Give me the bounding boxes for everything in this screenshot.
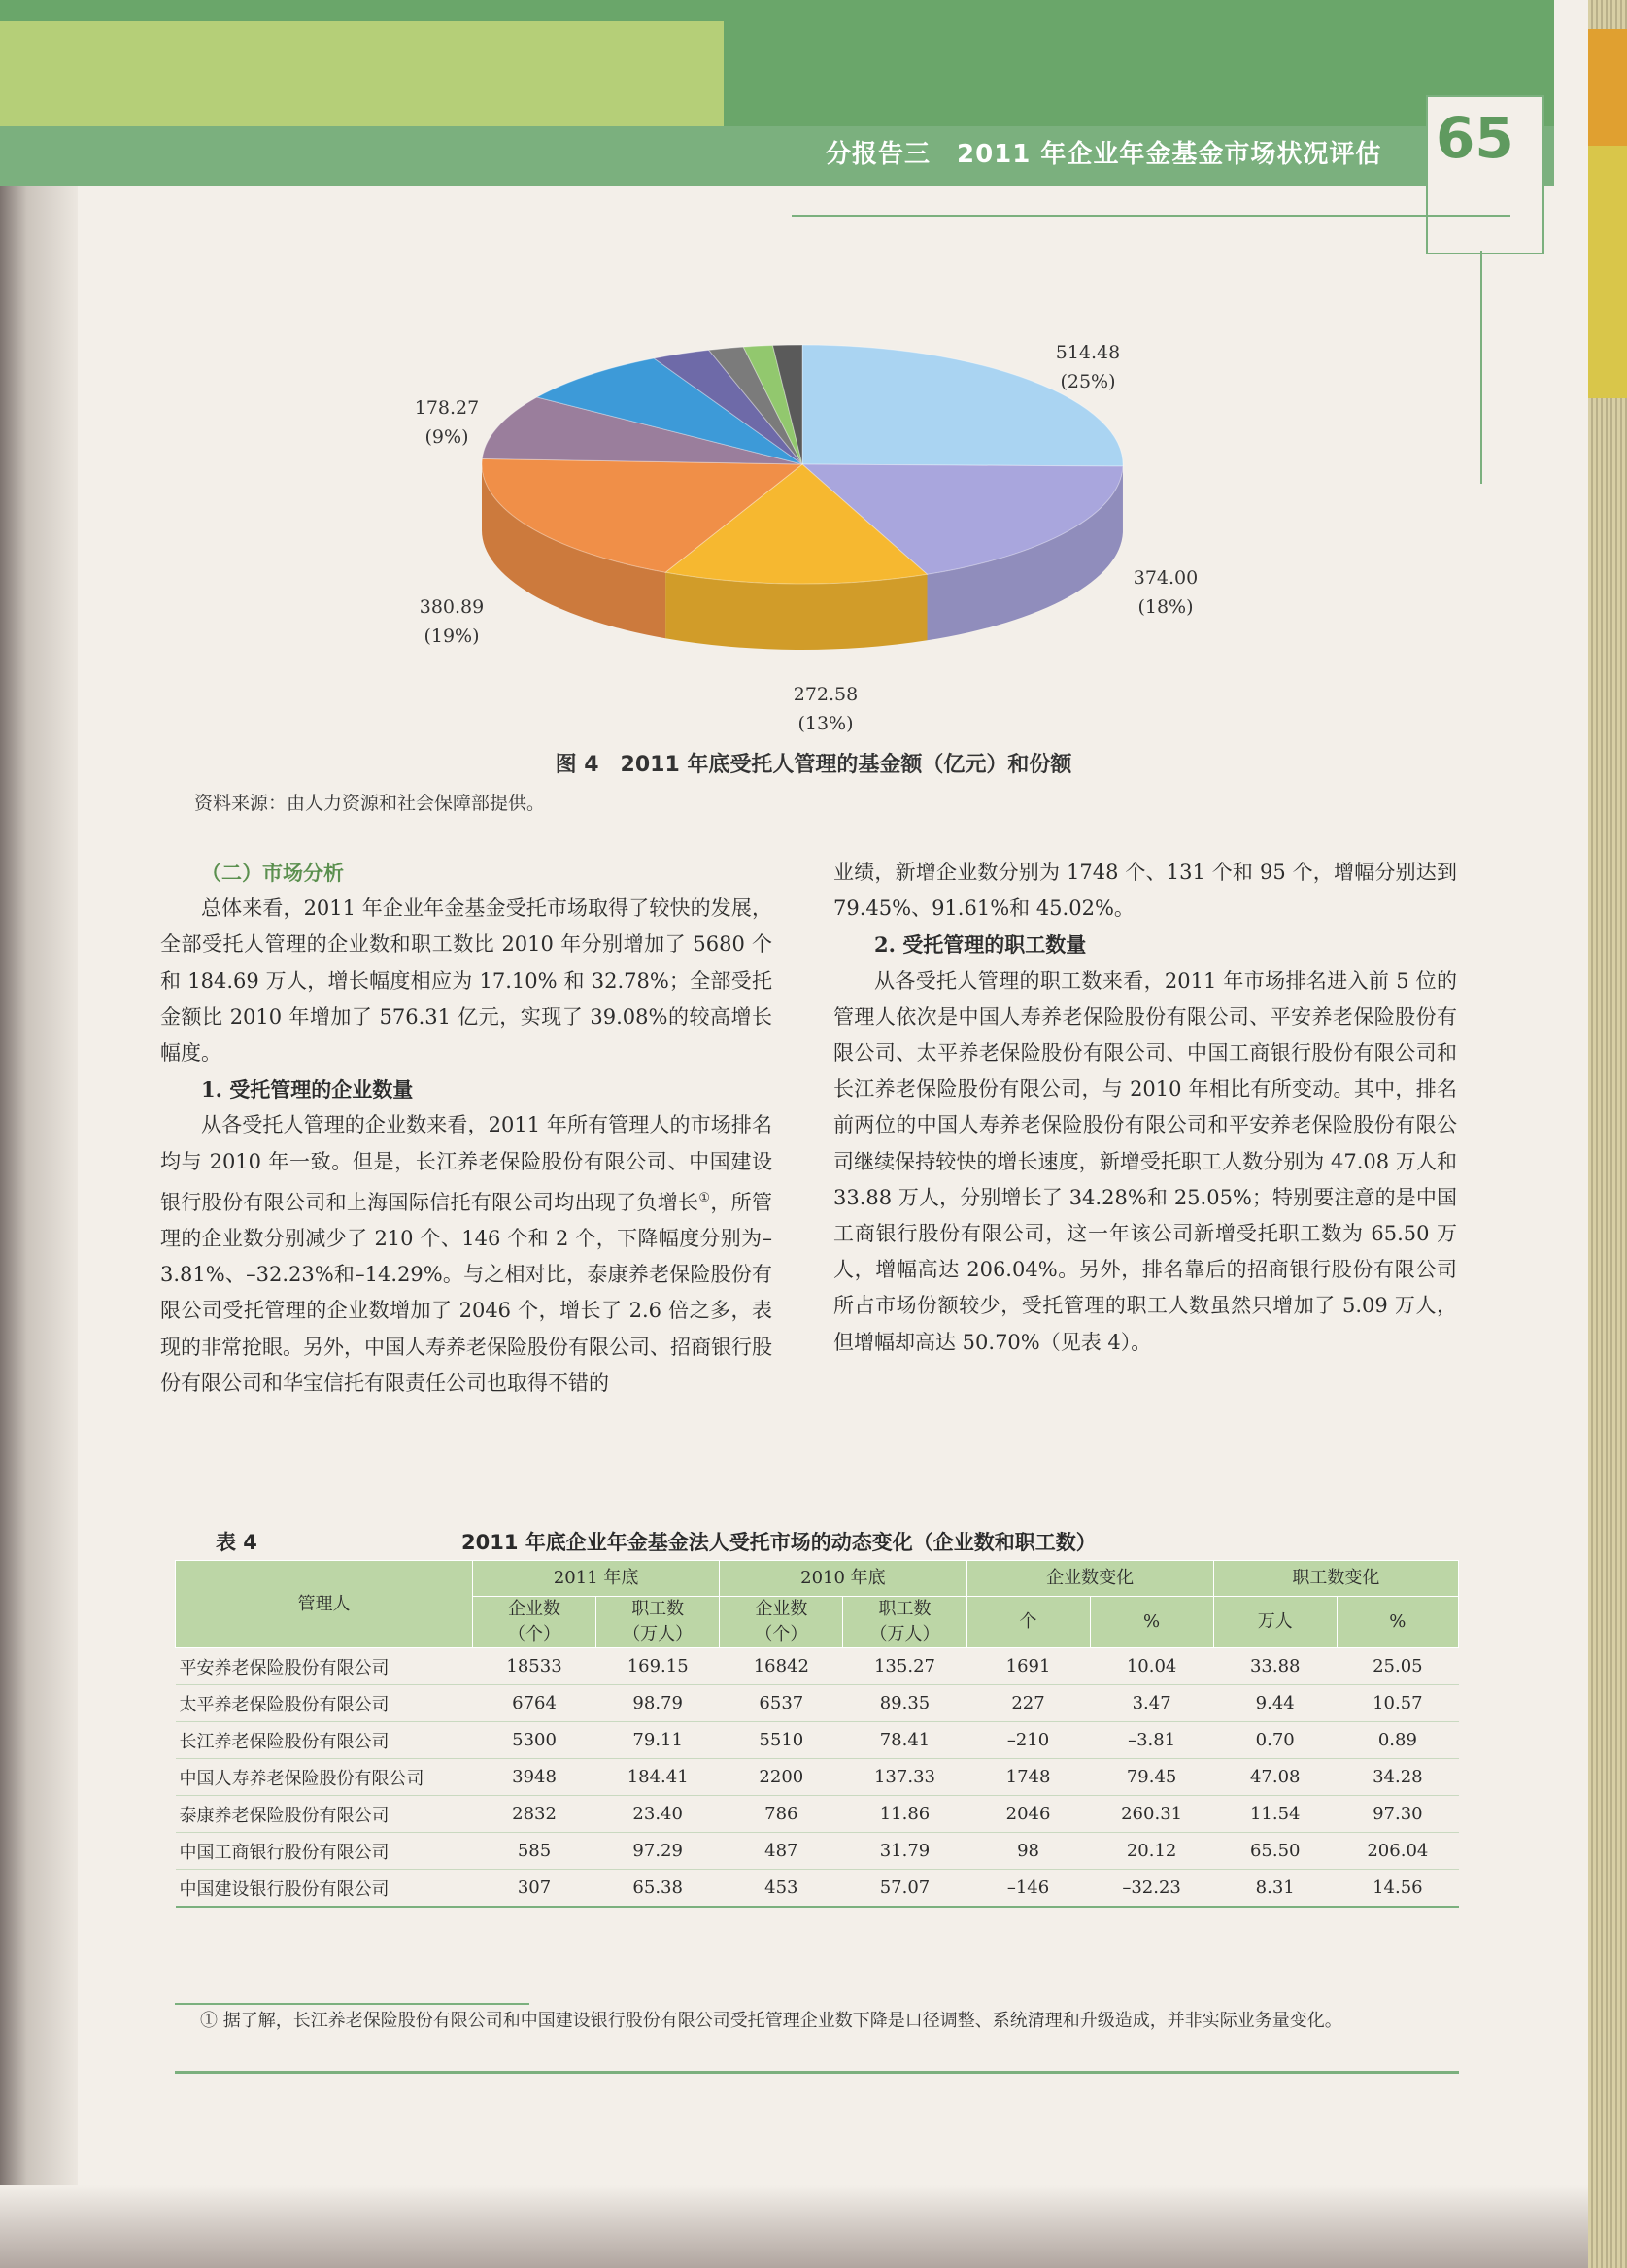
table-cell: 65.38 <box>596 1870 720 1908</box>
table-cell: 2200 <box>720 1759 843 1796</box>
footnote-rule <box>175 2003 529 2005</box>
table-cell: 47.08 <box>1213 1759 1337 1796</box>
footnote-bottom-rule <box>175 2071 1459 2074</box>
table-cell: 227 <box>966 1685 1090 1722</box>
page-number: 65 <box>1436 105 1514 171</box>
table-cell: 泰康养老保险股份有限公司 <box>176 1796 473 1833</box>
table-cell: 11.86 <box>843 1796 966 1833</box>
table-cell: 34.28 <box>1337 1759 1458 1796</box>
table-cell: 14.56 <box>1337 1870 1458 1908</box>
col-header: 万人 <box>1213 1597 1337 1648</box>
slice-pct-1: (18%) <box>1137 596 1194 618</box>
table-cell: 79.45 <box>1090 1759 1213 1796</box>
paragraph-text: 从各受托人管理的企业数来看，2011 年所有管理人的市场排名均与 2010 年一致。但是，长江养老保险股份有限公司、中国建设银行股份有限公司和上海国际信托有限公司均出现了负增长 <box>160 1113 772 1214</box>
table-cell: 6537 <box>720 1685 843 1722</box>
table-cell: 585 <box>472 1833 595 1870</box>
col-header <box>596 1597 720 1648</box>
table-cell: 206.04 <box>1337 1833 1458 1870</box>
edge-band <box>1588 29 1627 146</box>
table-cell: 11.54 <box>1213 1796 1337 1833</box>
paragraph: 总体来看，2011 年企业年金基金受托市场取得了较快的发展，全部受托人管理的企业数和职工数比 2010 年分别增加了 5680 个和 184.69 万人，增长幅度相应为 17.10% 和 32.78%；全部受托金额比 2010 年增加了 576.31 亿元，实现了 39.08%的较高增长幅度。 <box>160 897 772 1066</box>
slice-pct-2: (13%) <box>797 713 854 734</box>
col-header-unit: （万人） <box>869 1624 940 1644</box>
data-table <box>175 1560 1459 1908</box>
table-cell: 57.07 <box>843 1870 966 1908</box>
table-cell: 33.88 <box>1213 1648 1337 1685</box>
col-group-ent-change: 企业数变化 <box>966 1561 1213 1597</box>
col-group-emp-change: 职工数变化 <box>1213 1561 1458 1597</box>
table-cell: 98 <box>966 1833 1090 1870</box>
figure-caption: 图 4 2011 年底受托人管理的基金额（亿元）和份额 <box>555 753 1072 777</box>
table-cell: 487 <box>720 1833 843 1870</box>
table-cell: 长江养老保险股份有限公司 <box>176 1722 473 1759</box>
table-cell: 6764 <box>472 1685 595 1722</box>
table-cell: 太平养老保险股份有限公司 <box>176 1685 473 1722</box>
table-body <box>176 1648 1459 1908</box>
subsection-title: 1. 受托管理的企业数量 <box>201 1077 414 1102</box>
table-cell: 1691 <box>966 1648 1090 1685</box>
table-cell: 23.40 <box>596 1796 720 1833</box>
subsection-title: 2. 受托管理的职工数量 <box>874 932 1087 958</box>
slice-pct-4: (9%) <box>424 426 469 448</box>
table-cell: 78.41 <box>843 1722 966 1759</box>
slice-pct-0: (25%) <box>1060 371 1116 392</box>
table-cell: 16842 <box>720 1648 843 1685</box>
table-cell: 137.33 <box>843 1759 966 1796</box>
table-cell: 169.15 <box>596 1648 720 1685</box>
col-header: 个 <box>966 1597 1090 1648</box>
table-cell: 135.27 <box>843 1648 966 1685</box>
table-cell: 3948 <box>472 1759 595 1796</box>
table-cell: 184.41 <box>596 1759 720 1796</box>
table-cell: 8.31 <box>1213 1870 1337 1908</box>
table-cell: 260.31 <box>1090 1796 1213 1833</box>
paragraph <box>160 1107 772 1402</box>
table-cell: 786 <box>720 1796 843 1833</box>
table-cell: 79.11 <box>596 1722 720 1759</box>
col-group-2011: 2011 年底 <box>472 1561 719 1597</box>
col-group-2010: 2010 年底 <box>720 1561 966 1597</box>
page-bottom-shadow <box>0 2185 1593 2268</box>
table-title: 2011 年底企业年金基金法人受托市场的动态变化（企业数和职工数） <box>461 1531 1097 1554</box>
slice-label-0 <box>1020 338 1156 396</box>
table-cell: –146 <box>966 1870 1090 1908</box>
col-header-manager: 管理人 <box>176 1561 473 1648</box>
table-cell: 3.47 <box>1090 1685 1213 1722</box>
table-cell: 18533 <box>472 1648 595 1685</box>
left-column <box>160 855 772 1402</box>
table-cell: 2832 <box>472 1796 595 1833</box>
table-cell: –210 <box>966 1722 1090 1759</box>
table-cell: 10.04 <box>1090 1648 1213 1685</box>
table-cell: 20.12 <box>1090 1833 1213 1870</box>
table-cell: 平安养老保险股份有限公司 <box>176 1648 473 1685</box>
table-cell: 中国建设银行股份有限公司 <box>176 1870 473 1908</box>
slice-pct-3: (19%) <box>424 626 480 647</box>
table-label: 表 4 <box>216 1531 257 1554</box>
table-cell: 453 <box>720 1870 843 1908</box>
col-header-unit: （个） <box>508 1624 561 1644</box>
table-cell: –3.81 <box>1090 1722 1213 1759</box>
paragraph: 从各受托人管理的职工数来看，2011 年市场排名进入前 5 位的管理人依次是中国人寿养老保险股份有限公司、平安养老保险股份有限公司、太平养老保险股份有限公司、中国工商银行股份有限公司和长江养老保险股份有限公司，与 2010 年相比有所变动。其中，排名前两位的中国人寿养老保险股份有限公司和平安养老保险股份有限公司继续保持较快的增长速度，新增受托职工人数分别为 47.08 万人和 33.88 万人，分别增长了 34.28%和 25.05%；特别要注意的是中国工商银行股份有限公司，这一年该公司新增受托职工数为 65.50 万人，增幅高达 206.04%。另外，排名靠后的招商银行股份有限公司所占市场份额较少，受托管理的职工人数虽然只增加了 5.09 万人，但增幅却高达 50.70%（见表 4）。 <box>833 968 1457 1354</box>
table-row <box>176 1870 1459 1908</box>
slice-label-4 <box>379 393 515 452</box>
table-row <box>176 1796 1459 1833</box>
table-row <box>176 1833 1459 1870</box>
book-fore-edge <box>1588 0 1627 2268</box>
col-header <box>843 1597 966 1648</box>
col-header-text: 企业数 <box>508 1599 561 1619</box>
col-header-text: 职工数 <box>878 1599 932 1619</box>
slice-value-2: 272.58 <box>793 684 859 705</box>
table-cell: 0.89 <box>1337 1722 1458 1759</box>
slice-label-3 <box>384 592 520 651</box>
slice-label-1 <box>1098 563 1234 622</box>
table-cell: 31.79 <box>843 1833 966 1870</box>
table-cell: 5510 <box>720 1722 843 1759</box>
table-cell: 1748 <box>966 1759 1090 1796</box>
right-column <box>833 855 1457 1361</box>
table-cell: 5300 <box>472 1722 595 1759</box>
slice-value-1: 374.00 <box>1133 567 1199 589</box>
pie-chart <box>0 0 1593 758</box>
col-header-unit: （个） <box>755 1624 808 1644</box>
slice-label-2 <box>758 680 894 738</box>
table-cell: –32.23 <box>1090 1870 1213 1908</box>
col-header <box>472 1597 595 1648</box>
table-cell: 2046 <box>966 1796 1090 1833</box>
table-cell: 0.70 <box>1213 1722 1337 1759</box>
table-cell: 10.57 <box>1337 1685 1458 1722</box>
col-header: % <box>1337 1597 1458 1648</box>
col-header <box>720 1597 843 1648</box>
table-cell: 98.79 <box>596 1685 720 1722</box>
slice-value-0: 514.48 <box>1055 342 1121 363</box>
col-header-text: 职工数 <box>631 1599 685 1619</box>
running-header-title: 分报告三 2011 年企业年金基金市场状况评估 <box>826 140 1382 169</box>
table-cell: 97.29 <box>596 1833 720 1870</box>
figure-source: 资料来源：由人力资源和社会保障部提供。 <box>194 793 546 814</box>
section-title: （二）市场分析 <box>201 861 344 885</box>
slice-value-4: 178.27 <box>414 397 480 419</box>
table-row <box>176 1685 1459 1722</box>
table-row <box>176 1722 1459 1759</box>
table-cell: 中国人寿养老保险股份有限公司 <box>176 1759 473 1796</box>
table-cell: 65.50 <box>1213 1833 1337 1870</box>
footnote: ① 据了解，长江养老保险股份有限公司和中国建设银行股份有限公司受托管理企业数下降是口径调整、系统清理和升级造成，并非实际业务量变化。 <box>200 2011 1342 2031</box>
table-cell: 97.30 <box>1337 1796 1458 1833</box>
table-row <box>176 1648 1459 1685</box>
table-cell: 9.44 <box>1213 1685 1337 1722</box>
table-row <box>176 1759 1459 1796</box>
footnote-marker: ① <box>698 1190 711 1205</box>
col-header: % <box>1090 1597 1213 1648</box>
edge-band <box>1588 146 1627 398</box>
table-cell: 89.35 <box>843 1685 966 1722</box>
paragraph-text: ，所管理的企业数分别减少了 210 个、146 个和 2 个，下降幅度分别为–3.81%、–32.23%和–14.29%。与之相对比，泰康养老保险股份有限公司受托管理的企业数增加了 2046 个，增长了 2.6 倍之多，表现的非常抢眼。另外，中国人寿养老保险股份有限公司、招商银行股份有限公司和华宝信托有限责任公司也取得不错的 <box>160 1190 773 1395</box>
col-header-unit: （万人） <box>623 1624 694 1644</box>
paragraph: 业绩，新增企业数分别为 1748 个、131 个和 95 个，增幅分别达到 79.45%、91.61%和 45.02%。 <box>833 861 1457 921</box>
slice-value-3: 380.89 <box>419 596 485 618</box>
table-cell: 25.05 <box>1337 1648 1458 1685</box>
table-cell: 中国工商银行股份有限公司 <box>176 1833 473 1870</box>
table-cell: 307 <box>472 1870 595 1908</box>
col-header-text: 企业数 <box>755 1599 808 1619</box>
